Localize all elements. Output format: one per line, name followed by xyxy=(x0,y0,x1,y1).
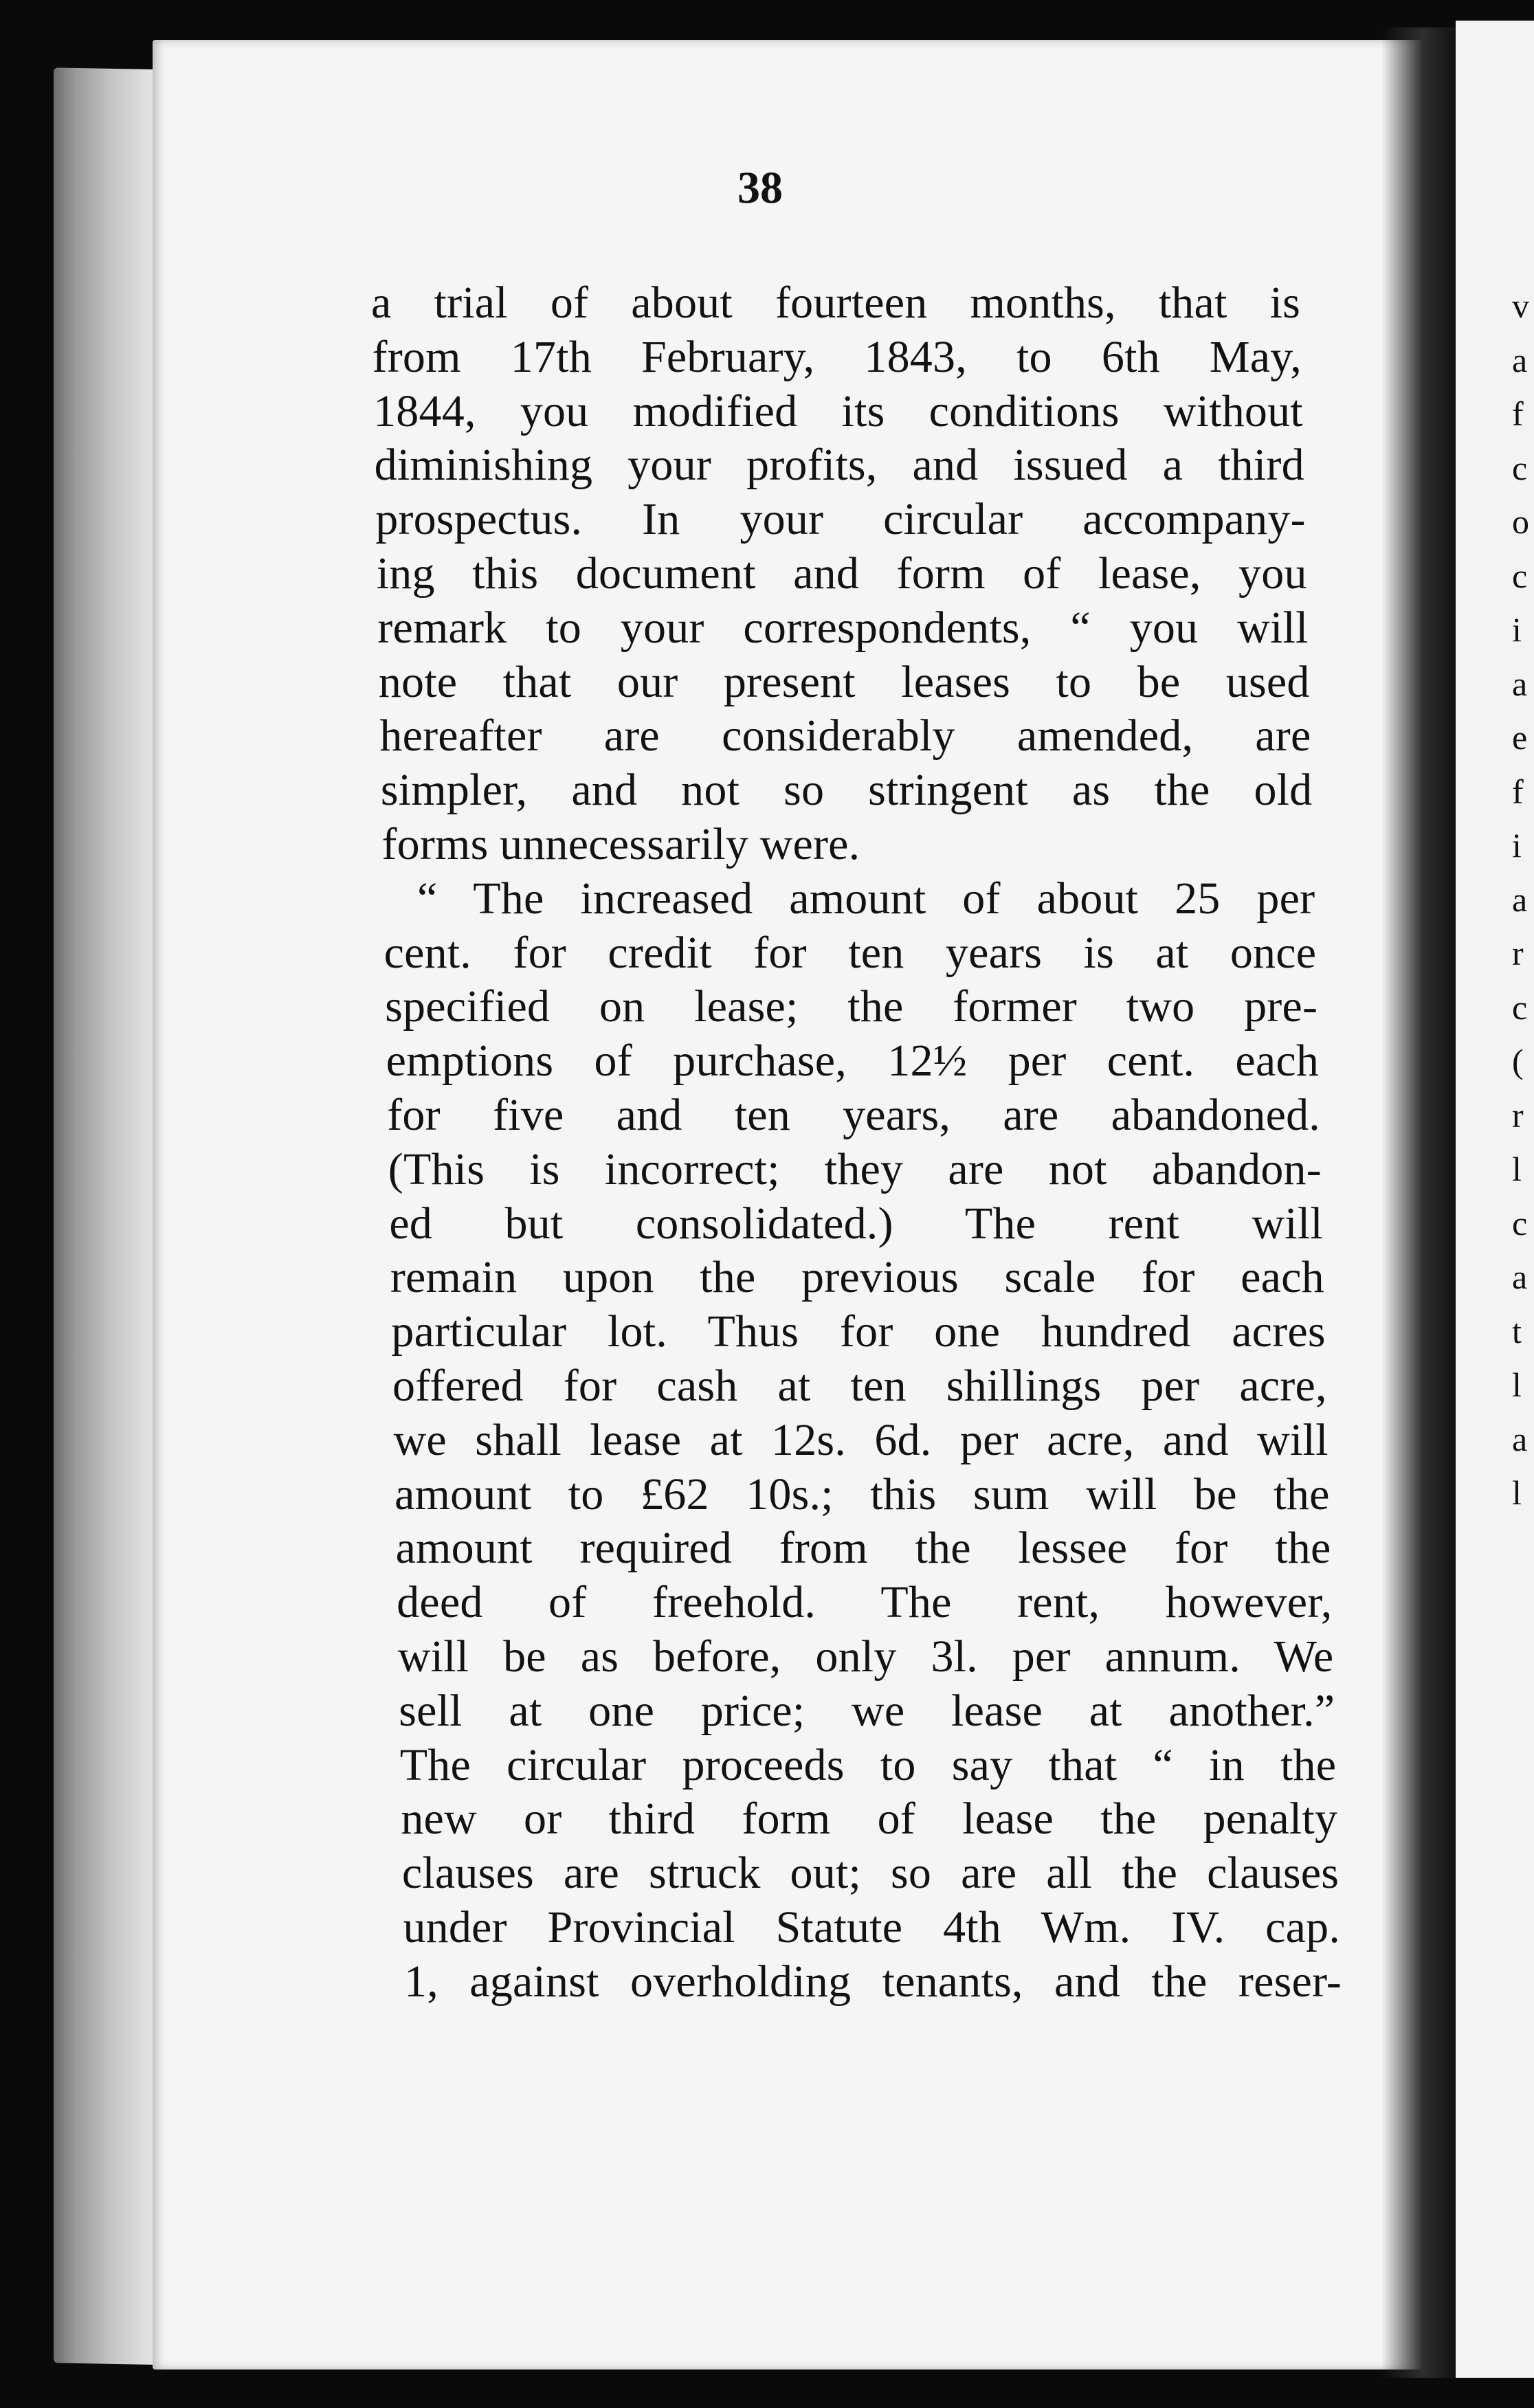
text-line: amount to £62 10s.; this sum will be the xyxy=(394,1469,1330,1519)
book-gutter xyxy=(1381,27,1457,2378)
facing-page-letter: e xyxy=(1512,718,1528,757)
text-line: from 17th February, 1843, to 6th May, xyxy=(372,331,1302,382)
text-line: new or third form of lease the penalty xyxy=(401,1794,1338,1844)
text-line: ing this document and form of lease, you xyxy=(376,548,1307,599)
facing-page-letter: l xyxy=(1512,1150,1522,1188)
facing-page-letter: c xyxy=(1512,988,1528,1027)
text-line: emptions of purchase, 12½ per cent. each xyxy=(386,1036,1320,1086)
text-line: we shall lease at 12s. 6d. per acre, and will xyxy=(393,1414,1329,1465)
facing-page-letter: c xyxy=(1512,1203,1528,1242)
facing-page-letter: a xyxy=(1512,340,1528,379)
page-number: 38 xyxy=(737,163,783,213)
text-line: forms unnecessarily were. xyxy=(381,819,860,869)
text-line: particular lot. Thus for one hundred acres xyxy=(391,1306,1326,1357)
text-line: deed of freehold. The rent, however, xyxy=(397,1577,1333,1628)
text-line: (This is incorrect; they are not abandon- xyxy=(388,1144,1322,1194)
facing-page-letter: v xyxy=(1512,287,1529,325)
text-line: sell at one price; we lease at another.” xyxy=(399,1685,1335,1736)
text-line: The circular proceeds to say that “ in the xyxy=(399,1739,1337,1790)
text-line: cent. for credit for ten years is at once xyxy=(384,927,1317,978)
text-line: a trial of about fourteen months, that is xyxy=(371,278,1300,328)
facing-page-letter: l xyxy=(1512,1473,1522,1512)
facing-page-letter: f xyxy=(1512,394,1524,433)
text-line: prospectus. In your circular accompany- xyxy=(375,494,1306,545)
facing-page-letter: c xyxy=(1512,556,1528,595)
facing-page-letter: a xyxy=(1512,1258,1528,1296)
facing-page-letter: t xyxy=(1512,1311,1522,1350)
text-line: under Provincial Statute 4th Wm. IV. cap. xyxy=(403,1902,1341,1952)
facing-page-letter: c xyxy=(1512,448,1528,487)
text-line: remain upon the previous scale for each xyxy=(390,1252,1324,1303)
text-line: amount required from the lessee for the xyxy=(395,1523,1331,1574)
text-line: simpler, and not so stringent as the old xyxy=(380,765,1313,816)
text-line: 1844, you modified its conditions without xyxy=(373,386,1303,436)
facing-page-letter: r xyxy=(1512,934,1524,972)
text-line: clauses are struck out; so are all the clauses xyxy=(401,1848,1340,1899)
facing-page-letter: f xyxy=(1512,772,1524,811)
facing-page-letter: i xyxy=(1512,610,1522,649)
text-line: for five and ten years, are abandoned. xyxy=(387,1090,1321,1140)
text-line: will be as before, only 3l. per annum. We xyxy=(397,1631,1334,1682)
facing-page-letter: ( xyxy=(1512,1042,1524,1080)
facing-page-letter: o xyxy=(1512,502,1529,541)
text-line: 1, against overholding tenants, and the reser- xyxy=(404,1956,1342,2007)
facing-page-letter: r xyxy=(1512,1095,1524,1135)
facing-page-letter: i xyxy=(1512,826,1522,865)
text-line: hereafter are considerably amended, are xyxy=(379,711,1311,761)
text-line: note that our present leases to be used xyxy=(378,656,1310,707)
text-line: diminishing your profits, and issued a third xyxy=(374,440,1304,491)
text-line: offered for cash at ten shillings per acre, xyxy=(392,1361,1327,1411)
facing-page-letter: l xyxy=(1512,1365,1522,1404)
text-line: ed but consolidated.) The rent will xyxy=(389,1198,1323,1249)
text-line: “ The increased amount of about 25 per xyxy=(417,873,1315,924)
text-line: specified on lease; the former two pre- xyxy=(385,981,1318,1032)
facing-page-letter: a xyxy=(1512,880,1528,919)
facing-page-letter: a xyxy=(1512,1419,1528,1458)
facing-page-letter: a xyxy=(1512,664,1528,703)
text-line: remark to your correspondents, “ you will xyxy=(377,602,1309,653)
